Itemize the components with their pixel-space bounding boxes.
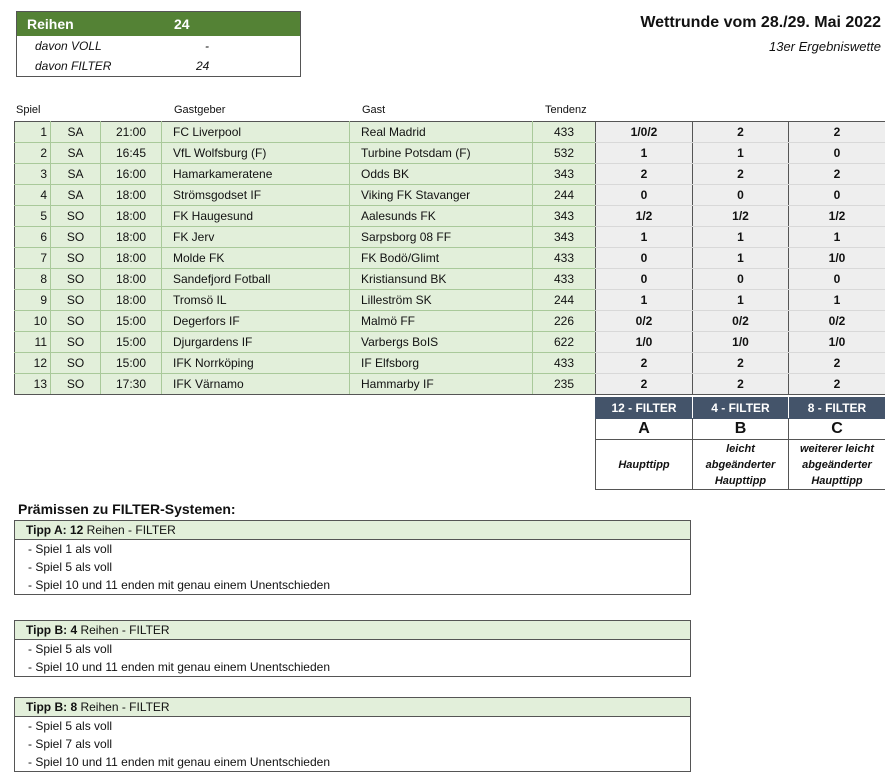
tip-b: 2 xyxy=(693,122,789,143)
tip-a: 2 xyxy=(596,164,693,185)
tip-row xyxy=(596,185,885,206)
away-team: Lilleström SK xyxy=(350,290,533,311)
tip-c: 2 xyxy=(789,122,885,143)
col-gast: Gast xyxy=(362,104,385,116)
filter-desc-line: abgeänderter xyxy=(789,457,885,473)
tip-c: 0/2 xyxy=(789,311,885,332)
table-row xyxy=(15,353,596,374)
col-tendenz: Tendenz xyxy=(545,104,587,116)
match-number: 2 xyxy=(15,143,51,164)
tip-b: 1/2 xyxy=(693,206,789,227)
filter-letter: A xyxy=(596,419,693,440)
away-team: Viking FK Stavanger xyxy=(350,185,533,206)
premise-label: Tipp A: 12 xyxy=(26,523,83,537)
tendenz-value: 343 xyxy=(533,164,596,185)
premise-box-c xyxy=(14,697,691,772)
table-row xyxy=(15,248,596,269)
home-team: FC Liverpool xyxy=(162,122,350,143)
match-day: SO xyxy=(51,374,101,395)
home-team: Degerfors IF xyxy=(162,311,350,332)
tip-b: 1 xyxy=(693,248,789,269)
table-row xyxy=(15,143,596,164)
tip-c: 2 xyxy=(789,353,885,374)
tendenz-value: 343 xyxy=(533,206,596,227)
table-row xyxy=(15,185,596,206)
premise-item: - Spiel 10 und 11 enden mit genau einem Unentschieden xyxy=(15,576,690,594)
tendenz-value: 433 xyxy=(533,269,596,290)
table-row xyxy=(15,269,596,290)
match-number: 11 xyxy=(15,332,51,353)
tip-b: 1 xyxy=(693,290,789,311)
filter-letter-row xyxy=(596,419,885,440)
match-time: 18:00 xyxy=(101,290,162,311)
tip-c: 1 xyxy=(789,227,885,248)
tip-b: 0/2 xyxy=(693,311,789,332)
premise-suffix: Reihen - FILTER xyxy=(83,523,175,537)
premise-header xyxy=(15,698,690,717)
match-number: 13 xyxy=(15,374,51,395)
away-team: IF Elfsborg xyxy=(350,353,533,374)
tip-c: 1/2 xyxy=(789,206,885,227)
match-time: 18:00 xyxy=(101,269,162,290)
tip-row xyxy=(596,353,885,374)
match-number: 9 xyxy=(15,290,51,311)
tip-c: 0 xyxy=(789,185,885,206)
tip-a: 0 xyxy=(596,185,693,206)
premise-item: - Spiel 7 als voll xyxy=(15,735,690,753)
match-day: SO xyxy=(51,269,101,290)
tip-a: 0 xyxy=(596,248,693,269)
tip-b: 2 xyxy=(693,353,789,374)
tip-a: 0 xyxy=(596,269,693,290)
away-team: Malmö FF xyxy=(350,311,533,332)
tip-a: 2 xyxy=(596,374,693,395)
premise-box-b xyxy=(14,620,691,677)
filter-header: 4 - FILTER xyxy=(693,398,789,419)
match-time: 18:00 xyxy=(101,206,162,227)
tip-a: 1 xyxy=(596,227,693,248)
tip-c: 1/0 xyxy=(789,248,885,269)
tip-a: 1/2 xyxy=(596,206,693,227)
match-day: SO xyxy=(51,248,101,269)
tip-a: 1 xyxy=(596,290,693,311)
tip-row xyxy=(596,164,885,185)
match-day: SO xyxy=(51,206,101,227)
filter-desc-line: Haupttipp xyxy=(693,473,788,489)
premises-title: Prämissen zu FILTER-Systemen: xyxy=(18,501,236,517)
table-row xyxy=(15,374,596,395)
filter-desc-line: Haupttipp xyxy=(596,457,692,473)
home-team: IFK Norrköping xyxy=(162,353,350,374)
summary-row-filter xyxy=(17,56,300,76)
filter-desc xyxy=(596,440,693,490)
match-day: SO xyxy=(51,290,101,311)
match-number: 12 xyxy=(15,353,51,374)
match-time: 18:00 xyxy=(101,185,162,206)
tendenz-value: 433 xyxy=(533,353,596,374)
match-time: 17:30 xyxy=(101,374,162,395)
match-time: 21:00 xyxy=(101,122,162,143)
tip-a: 1/0/2 xyxy=(596,122,693,143)
summary-box xyxy=(16,11,301,77)
voll-value: - xyxy=(205,39,209,53)
tendenz-value: 235 xyxy=(533,374,596,395)
tendenz-value: 226 xyxy=(533,311,596,332)
premise-suffix: Reihen - FILTER xyxy=(77,623,169,637)
tip-b: 2 xyxy=(693,164,789,185)
tendenz-value: 433 xyxy=(533,122,596,143)
tip-row xyxy=(596,227,885,248)
tip-row xyxy=(596,290,885,311)
premise-label: Tipp B: 4 xyxy=(26,623,77,637)
match-time: 15:00 xyxy=(101,332,162,353)
match-day: SO xyxy=(51,353,101,374)
tip-b: 0 xyxy=(693,185,789,206)
filter-header: 12 - FILTER xyxy=(596,398,693,419)
tendenz-value: 622 xyxy=(533,332,596,353)
match-number: 3 xyxy=(15,164,51,185)
home-team: Molde FK xyxy=(162,248,350,269)
premise-item: - Spiel 1 als voll xyxy=(15,540,690,558)
table-row xyxy=(15,311,596,332)
away-team: Real Madrid xyxy=(350,122,533,143)
away-team: Odds BK xyxy=(350,164,533,185)
filter-table xyxy=(595,397,885,490)
premise-suffix: Reihen - FILTER xyxy=(77,700,169,714)
reihen-value: 24 xyxy=(174,16,190,32)
table-row xyxy=(15,227,596,248)
home-team: IFK Värnamo xyxy=(162,374,350,395)
home-team: FK Jerv xyxy=(162,227,350,248)
table-row xyxy=(15,332,596,353)
premise-item: - Spiel 5 als voll xyxy=(15,640,690,658)
filter-label: davon FILTER xyxy=(35,59,111,73)
tip-c: 2 xyxy=(789,164,885,185)
premise-label: Tipp B: 8 xyxy=(26,700,77,714)
filter-value: 24 xyxy=(196,59,209,73)
away-team: Kristiansund BK xyxy=(350,269,533,290)
home-team: Hamarkameratene xyxy=(162,164,350,185)
match-day: SA xyxy=(51,185,101,206)
tip-b: 1/0 xyxy=(693,332,789,353)
home-team: Sandefjord Fotball xyxy=(162,269,350,290)
summary-row-voll xyxy=(17,36,300,56)
tip-c: 0 xyxy=(789,269,885,290)
tip-a: 0/2 xyxy=(596,311,693,332)
filter-desc-line: leicht xyxy=(693,441,788,457)
tip-row xyxy=(596,143,885,164)
home-team: Djurgardens IF xyxy=(162,332,350,353)
tip-table xyxy=(595,121,885,395)
away-team: Aalesunds FK xyxy=(350,206,533,227)
premise-item: - Spiel 5 als voll xyxy=(15,558,690,576)
home-team: VfL Wolfsburg (F) xyxy=(162,143,350,164)
tip-row xyxy=(596,332,885,353)
match-number: 1 xyxy=(15,122,51,143)
filter-header-row xyxy=(596,398,885,419)
tip-b: 2 xyxy=(693,374,789,395)
tip-a: 1 xyxy=(596,143,693,164)
table-row xyxy=(15,164,596,185)
filter-desc-line: abgeänderter xyxy=(693,457,788,473)
voll-label: davon VOLL xyxy=(35,39,102,53)
tip-row xyxy=(596,374,885,395)
tip-c: 1/0 xyxy=(789,332,885,353)
tip-c: 2 xyxy=(789,374,885,395)
col-spiel: Spiel xyxy=(16,104,40,116)
match-day: SA xyxy=(51,143,101,164)
match-time: 16:45 xyxy=(101,143,162,164)
match-time: 16:00 xyxy=(101,164,162,185)
filter-desc-line: Haupttipp xyxy=(789,473,885,489)
tip-a: 2 xyxy=(596,353,693,374)
tip-row xyxy=(596,311,885,332)
filter-desc xyxy=(693,440,789,490)
tip-c: 0 xyxy=(789,143,885,164)
match-number: 7 xyxy=(15,248,51,269)
away-team: Sarpsborg 08 FF xyxy=(350,227,533,248)
filter-desc xyxy=(789,440,885,490)
filter-header: 8 - FILTER xyxy=(789,398,885,419)
tip-row xyxy=(596,269,885,290)
match-number: 5 xyxy=(15,206,51,227)
home-team: Tromsö IL xyxy=(162,290,350,311)
away-team: Hammarby IF xyxy=(350,374,533,395)
match-day: SO xyxy=(51,332,101,353)
tendenz-value: 244 xyxy=(533,290,596,311)
match-time: 15:00 xyxy=(101,311,162,332)
home-team: FK Haugesund xyxy=(162,206,350,227)
match-number: 4 xyxy=(15,185,51,206)
tip-c: 1 xyxy=(789,290,885,311)
premise-header xyxy=(15,621,690,640)
match-day: SA xyxy=(51,164,101,185)
table-row xyxy=(15,122,596,143)
table-row xyxy=(15,290,596,311)
tip-b: 0 xyxy=(693,269,789,290)
premise-item: - Spiel 5 als voll xyxy=(15,717,690,735)
tip-row xyxy=(596,122,885,143)
away-team: FK Bodö/Glimt xyxy=(350,248,533,269)
page-subtitle: 13er Ergebniswette xyxy=(769,39,881,54)
premise-box-a xyxy=(14,520,691,595)
tip-b: 1 xyxy=(693,227,789,248)
filter-desc-line: weiterer leicht xyxy=(789,441,885,457)
match-time: 18:00 xyxy=(101,248,162,269)
tip-row xyxy=(596,206,885,227)
home-team: Strömsgodset IF xyxy=(162,185,350,206)
match-number: 10 xyxy=(15,311,51,332)
filter-desc-row xyxy=(596,440,885,490)
match-number: 6 xyxy=(15,227,51,248)
tip-a: 1/0 xyxy=(596,332,693,353)
away-team: Varbergs BoIS xyxy=(350,332,533,353)
tendenz-value: 244 xyxy=(533,185,596,206)
page-title: Wettrunde vom 28./29. Mai 2022 xyxy=(640,14,881,32)
match-number: 8 xyxy=(15,269,51,290)
tip-row xyxy=(596,248,885,269)
match-time: 18:00 xyxy=(101,227,162,248)
table-row xyxy=(15,206,596,227)
tendenz-value: 343 xyxy=(533,227,596,248)
premise-item: - Spiel 10 und 11 enden mit genau einem Unentschieden xyxy=(15,658,690,676)
premise-item: - Spiel 10 und 11 enden mit genau einem Unentschieden xyxy=(15,753,690,771)
match-time: 15:00 xyxy=(101,353,162,374)
tendenz-value: 433 xyxy=(533,248,596,269)
match-day: SA xyxy=(51,122,101,143)
away-team: Turbine Potsdam (F) xyxy=(350,143,533,164)
match-day: SO xyxy=(51,227,101,248)
filter-letter: B xyxy=(693,419,789,440)
filter-letter: C xyxy=(789,419,885,440)
match-table xyxy=(14,121,596,395)
premise-header xyxy=(15,521,690,540)
summary-header xyxy=(17,12,300,36)
col-gastgeber: Gastgeber xyxy=(174,104,225,116)
reihen-label: Reihen xyxy=(27,16,74,32)
tendenz-value: 532 xyxy=(533,143,596,164)
match-day: SO xyxy=(51,311,101,332)
tip-b: 1 xyxy=(693,143,789,164)
